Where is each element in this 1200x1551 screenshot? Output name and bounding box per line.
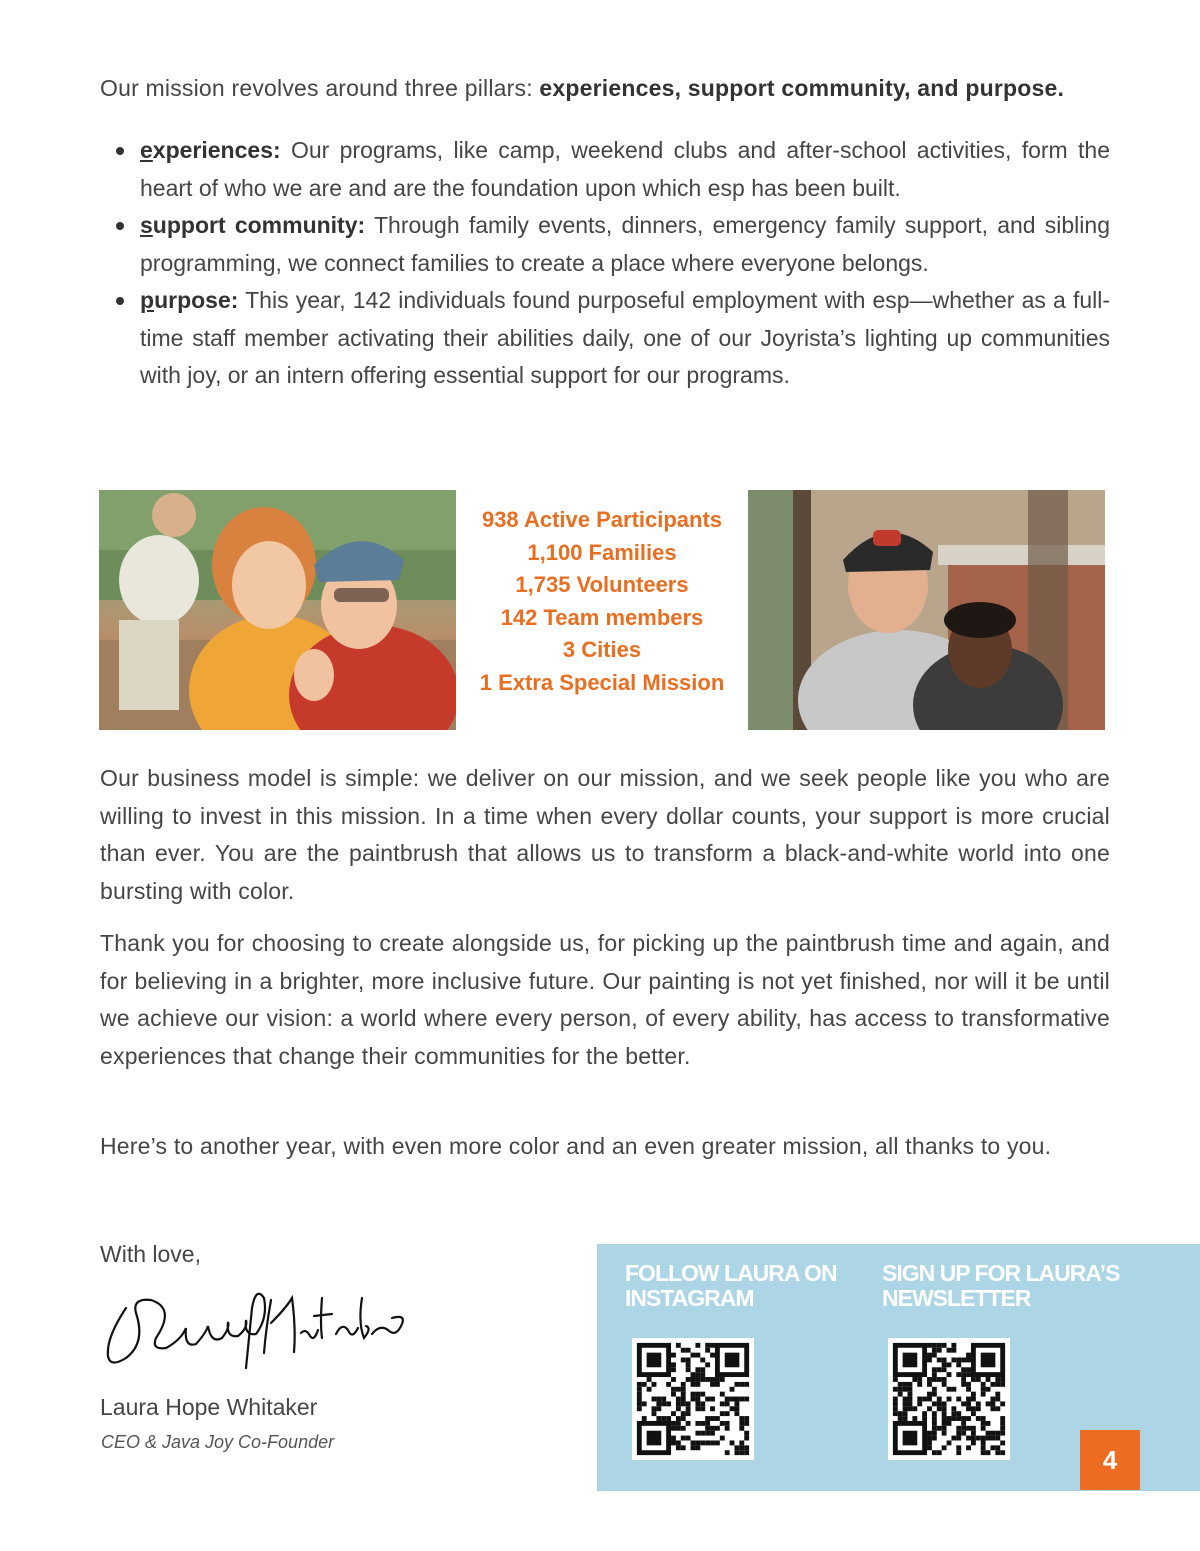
photo-participants-left [99,490,456,730]
stat-volunteers: 1,735 Volunteers [515,572,689,597]
pillar-term: experiences: [140,137,281,163]
stat-families: 1,100 Families [527,539,677,565]
bullet-icon [116,222,124,230]
stat-team-members: 142 Team members [500,604,704,630]
page-number: 4 [1080,1430,1140,1490]
signer-name: Laura Hope Whitaker [100,1394,318,1420]
mission-intro-emphasis: experiences, support community, and purpose. [539,75,1065,101]
stat-mission: 1 Extra Special Mission [479,669,725,695]
stat-cities: 3 Cities [562,637,642,662]
newsletter-heading: SIGN UP FOR LAURA’S NEWSLETTER [882,1260,1120,1311]
photo-participants-right [748,490,1105,730]
pillar-item [140,207,1110,282]
instagram-qr-code-icon[interactable] [632,1338,754,1460]
pillar-item [140,132,1110,207]
closing-salutation: With love, [100,1241,201,1267]
mission-intro-lead: Our mission revolves around three pillars: [100,75,540,101]
impact-stats [456,504,748,699]
pillar-text: Through family events, dinners, emergency family support, and sibling programming, we connect families to create a place where everyone belongs. [140,212,1110,276]
paragraph-thank-you: Thank you for choosing to create alongside us, for picking up the paintbrush time and again, and for believing in a brighter, more inclusive future. Our painting is not yet finished, nor will it be until we achieve our vision: a world where every person, of every ability, has access to transformative experiences that change their communities for the better. [100,930,1110,1069]
pillar-text: Our programs, like camp, weekend clubs and after-school activities, form the heart of who we are and are the foundation upon which esp has been built. [140,137,1110,201]
stat-participants: 938 Active Participants [481,507,723,532]
instagram-heading: FOLLOW LAURA ON INSTAGRAM [625,1260,837,1311]
paragraph-another-year: Here’s to another year, with even more color and an even greater mission, all thanks to you. [100,1133,1052,1159]
signature-image [96,1278,406,1378]
pillar-term: support community: [140,212,366,238]
bullet-icon [116,297,124,305]
mission-intro [100,70,1110,108]
photo-illustration [99,490,456,730]
bullet-icon [116,147,124,155]
newsletter-qr-code-icon[interactable] [888,1338,1010,1460]
pillar-text: This year, 142 individuals found purposeful employment with esp—whether as a full-time staff member activating their abilities daily, one of our Joyrista’s lighting up communities with joy, or an intern offering essential support for our programs. [140,287,1110,388]
photo-illustration [748,490,1105,730]
paragraph-business-model: Our business model is simple: we deliver on our mission, and we seek people like you who are willing to invest in this mission. In a time when every dollar counts, your support is more crucial than ever. You are the paintbrush that allows us to transform a black-and-white world into one bursting with color. [100,765,1110,904]
pillar-term: purpose: [140,287,239,313]
pillar-list [100,132,1110,395]
pillar-item [140,282,1110,395]
signer-title: CEO & Java Joy Co-Founder [101,1432,335,1452]
